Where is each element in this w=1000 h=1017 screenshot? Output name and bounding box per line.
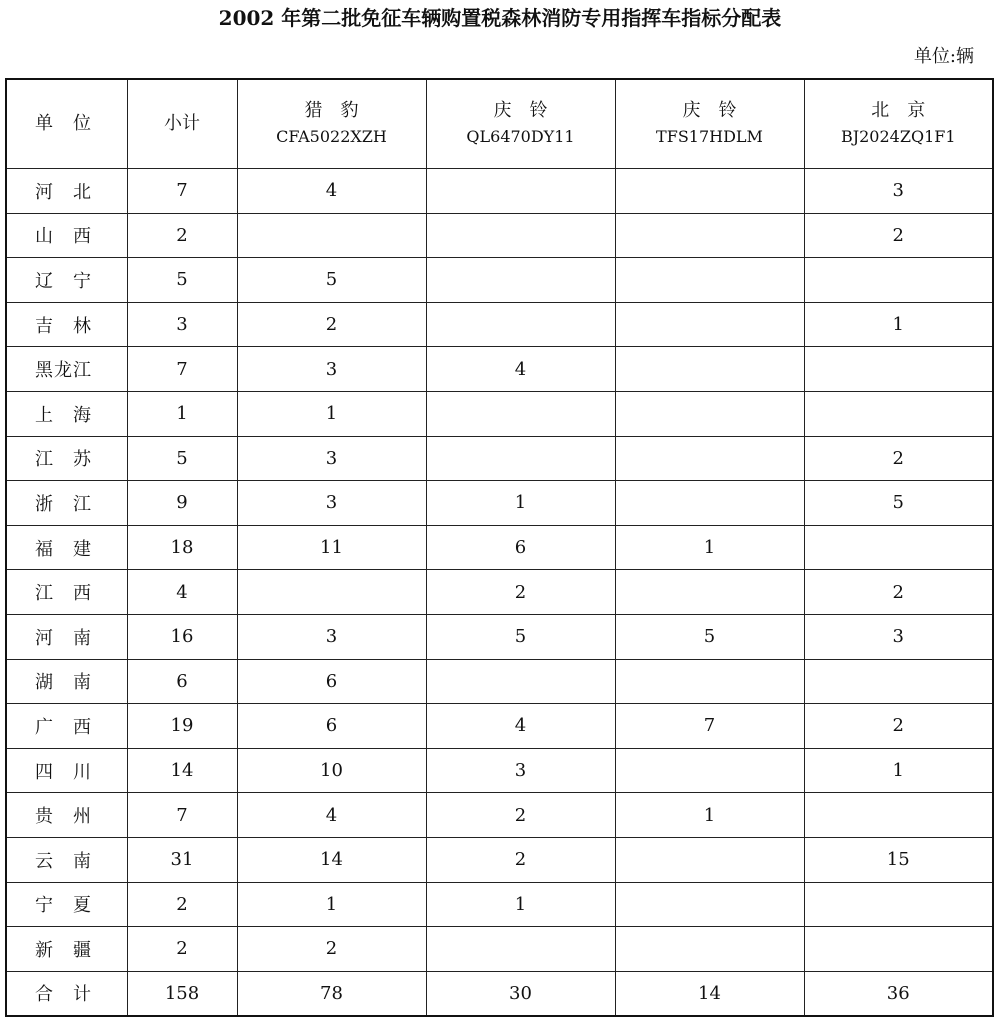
cell-vehicle-count: 3 bbox=[237, 347, 426, 392]
cell-subtotal: 5 bbox=[127, 436, 237, 481]
vehicle-model: QL6470DY11 bbox=[466, 127, 575, 146]
cell-vehicle-count: 3 bbox=[804, 169, 993, 214]
cell-vehicle-count: 1 bbox=[804, 748, 993, 793]
cell-subtotal: 5 bbox=[127, 258, 237, 303]
cell-subtotal: 4 bbox=[127, 570, 237, 615]
cell-unit: 黑龙江 bbox=[6, 347, 127, 392]
table-row bbox=[6, 391, 993, 436]
cell-unit: 合 计 bbox=[6, 971, 127, 1016]
table-row bbox=[6, 169, 993, 214]
cell-vehicle-count: 3 bbox=[426, 748, 615, 793]
cell-vehicle-count: 5 bbox=[615, 614, 804, 659]
cell-vehicle-count bbox=[615, 391, 804, 436]
cell-vehicle-count: 1 bbox=[237, 882, 426, 927]
cell-subtotal: 16 bbox=[127, 614, 237, 659]
cell-vehicle-count: 2 bbox=[804, 704, 993, 749]
cell-vehicle-count bbox=[615, 837, 804, 882]
cell-unit: 贵 州 bbox=[6, 793, 127, 838]
cell-vehicle-count: 5 bbox=[237, 258, 426, 303]
cell-vehicle-count bbox=[804, 391, 993, 436]
cell-vehicle-count: 6 bbox=[237, 704, 426, 749]
cell-vehicle-count bbox=[615, 882, 804, 927]
cell-vehicle-count: 2 bbox=[426, 570, 615, 615]
cell-vehicle-count: 10 bbox=[237, 748, 426, 793]
vehicle-brand: 猎 豹 bbox=[304, 100, 359, 121]
table-row bbox=[6, 793, 993, 838]
cell-vehicle-count: 6 bbox=[426, 525, 615, 570]
table-row bbox=[6, 347, 993, 392]
cell-vehicle-count bbox=[615, 213, 804, 258]
header-unit: 单 位 bbox=[6, 79, 127, 169]
cell-subtotal: 14 bbox=[127, 748, 237, 793]
cell-unit: 河 南 bbox=[6, 614, 127, 659]
unit-label: 单位:辆 bbox=[913, 46, 974, 67]
table-row bbox=[6, 525, 993, 570]
page-title: 2002 年第二批免征车辆购置税森林消防专用指挥车指标分配表 bbox=[218, 6, 782, 30]
cell-vehicle-count bbox=[615, 169, 804, 214]
header-vehicle bbox=[804, 79, 993, 169]
cell-vehicle-count: 14 bbox=[615, 971, 804, 1016]
cell-unit: 江 苏 bbox=[6, 436, 127, 481]
cell-vehicle-count: 2 bbox=[804, 436, 993, 481]
cell-vehicle-count bbox=[615, 258, 804, 303]
cell-unit: 湖 南 bbox=[6, 659, 127, 704]
cell-vehicle-count bbox=[426, 169, 615, 214]
cell-vehicle-count: 1 bbox=[426, 481, 615, 526]
cell-vehicle-count: 4 bbox=[237, 169, 426, 214]
cell-vehicle-count: 2 bbox=[804, 213, 993, 258]
table-row bbox=[6, 570, 993, 615]
table-row bbox=[6, 927, 993, 972]
cell-subtotal: 158 bbox=[127, 971, 237, 1016]
cell-subtotal: 7 bbox=[127, 793, 237, 838]
cell-vehicle-count bbox=[426, 302, 615, 347]
cell-vehicle-count bbox=[615, 347, 804, 392]
vehicle-brand: 北 京 bbox=[871, 100, 926, 121]
vehicle-model: TFS17HDLM bbox=[656, 127, 763, 146]
cell-vehicle-count bbox=[426, 213, 615, 258]
cell-vehicle-count: 2 bbox=[237, 927, 426, 972]
cell-subtotal: 7 bbox=[127, 347, 237, 392]
cell-vehicle-count: 4 bbox=[237, 793, 426, 838]
cell-vehicle-count: 78 bbox=[237, 971, 426, 1016]
table-row bbox=[6, 213, 993, 258]
table-row bbox=[6, 748, 993, 793]
cell-vehicle-count: 4 bbox=[426, 704, 615, 749]
vehicle-brand: 庆 铃 bbox=[493, 100, 548, 121]
vehicle-model: CFA5022XZH bbox=[276, 127, 387, 146]
allocation-table bbox=[5, 78, 994, 1017]
cell-unit: 上 海 bbox=[6, 391, 127, 436]
cell-unit: 四 川 bbox=[6, 748, 127, 793]
table-row bbox=[6, 614, 993, 659]
cell-vehicle-count: 5 bbox=[804, 481, 993, 526]
cell-vehicle-count bbox=[804, 347, 993, 392]
cell-vehicle-count: 14 bbox=[237, 837, 426, 882]
cell-vehicle-count bbox=[426, 659, 615, 704]
cell-subtotal: 19 bbox=[127, 704, 237, 749]
cell-vehicle-count: 4 bbox=[426, 347, 615, 392]
cell-subtotal: 18 bbox=[127, 525, 237, 570]
table-row bbox=[6, 837, 993, 882]
cell-vehicle-count bbox=[426, 391, 615, 436]
cell-subtotal: 3 bbox=[127, 302, 237, 347]
cell-vehicle-count bbox=[804, 882, 993, 927]
cell-vehicle-count: 2 bbox=[804, 570, 993, 615]
cell-vehicle-count bbox=[615, 927, 804, 972]
cell-unit: 福 建 bbox=[6, 525, 127, 570]
cell-subtotal: 2 bbox=[127, 927, 237, 972]
vehicle-model: BJ2024ZQ1F1 bbox=[840, 127, 956, 146]
cell-unit: 浙 江 bbox=[6, 481, 127, 526]
table-row bbox=[6, 704, 993, 749]
cell-vehicle-count: 1 bbox=[426, 882, 615, 927]
cell-vehicle-count: 1 bbox=[237, 391, 426, 436]
cell-vehicle-count bbox=[804, 927, 993, 972]
cell-subtotal: 2 bbox=[127, 213, 237, 258]
cell-vehicle-count: 3 bbox=[237, 436, 426, 481]
cell-vehicle-count bbox=[804, 525, 993, 570]
cell-vehicle-count: 11 bbox=[237, 525, 426, 570]
cell-vehicle-count: 3 bbox=[237, 481, 426, 526]
header-vehicle bbox=[237, 79, 426, 169]
cell-vehicle-count: 3 bbox=[804, 614, 993, 659]
cell-unit: 江 西 bbox=[6, 570, 127, 615]
cell-vehicle-count: 5 bbox=[426, 614, 615, 659]
cell-vehicle-count: 6 bbox=[237, 659, 426, 704]
cell-subtotal: 9 bbox=[127, 481, 237, 526]
table-row bbox=[6, 436, 993, 481]
table-header-row bbox=[6, 79, 993, 169]
cell-subtotal: 31 bbox=[127, 837, 237, 882]
cell-vehicle-count: 3 bbox=[237, 614, 426, 659]
cell-unit: 山 西 bbox=[6, 213, 127, 258]
cell-subtotal: 1 bbox=[127, 391, 237, 436]
header-vehicle bbox=[426, 79, 615, 169]
cell-vehicle-count bbox=[237, 213, 426, 258]
table-row bbox=[6, 481, 993, 526]
cell-unit: 广 西 bbox=[6, 704, 127, 749]
cell-subtotal: 7 bbox=[127, 169, 237, 214]
table-row bbox=[6, 258, 993, 303]
vehicle-brand: 庆 铃 bbox=[682, 100, 737, 121]
cell-vehicle-count: 1 bbox=[615, 793, 804, 838]
table-row bbox=[6, 302, 993, 347]
cell-vehicle-count bbox=[804, 258, 993, 303]
cell-vehicle-count: 36 bbox=[804, 971, 993, 1016]
cell-unit: 辽 宁 bbox=[6, 258, 127, 303]
cell-vehicle-count bbox=[804, 659, 993, 704]
cell-vehicle-count bbox=[615, 659, 804, 704]
table-body bbox=[6, 169, 993, 1017]
cell-vehicle-count bbox=[426, 436, 615, 481]
header-subtotal: 小计 bbox=[127, 79, 237, 169]
cell-vehicle-count: 30 bbox=[426, 971, 615, 1016]
header-vehicle bbox=[615, 79, 804, 169]
total-row bbox=[6, 971, 993, 1016]
cell-subtotal: 2 bbox=[127, 882, 237, 927]
cell-vehicle-count bbox=[426, 927, 615, 972]
cell-vehicle-count bbox=[615, 748, 804, 793]
cell-vehicle-count: 1 bbox=[804, 302, 993, 347]
cell-vehicle-count: 2 bbox=[426, 837, 615, 882]
cell-vehicle-count: 1 bbox=[615, 525, 804, 570]
cell-vehicle-count bbox=[615, 481, 804, 526]
cell-vehicle-count bbox=[615, 570, 804, 615]
cell-unit: 云 南 bbox=[6, 837, 127, 882]
cell-vehicle-count bbox=[615, 302, 804, 347]
cell-vehicle-count bbox=[426, 258, 615, 303]
cell-unit: 吉 林 bbox=[6, 302, 127, 347]
cell-vehicle-count bbox=[237, 570, 426, 615]
cell-vehicle-count bbox=[615, 436, 804, 481]
table-row bbox=[6, 659, 993, 704]
cell-vehicle-count: 2 bbox=[426, 793, 615, 838]
cell-vehicle-count: 15 bbox=[804, 837, 993, 882]
cell-vehicle-count: 7 bbox=[615, 704, 804, 749]
cell-unit: 新 疆 bbox=[6, 927, 127, 972]
cell-subtotal: 6 bbox=[127, 659, 237, 704]
cell-vehicle-count: 2 bbox=[237, 302, 426, 347]
cell-unit: 河 北 bbox=[6, 169, 127, 214]
table-row bbox=[6, 882, 993, 927]
cell-unit: 宁 夏 bbox=[6, 882, 127, 927]
cell-vehicle-count bbox=[804, 793, 993, 838]
